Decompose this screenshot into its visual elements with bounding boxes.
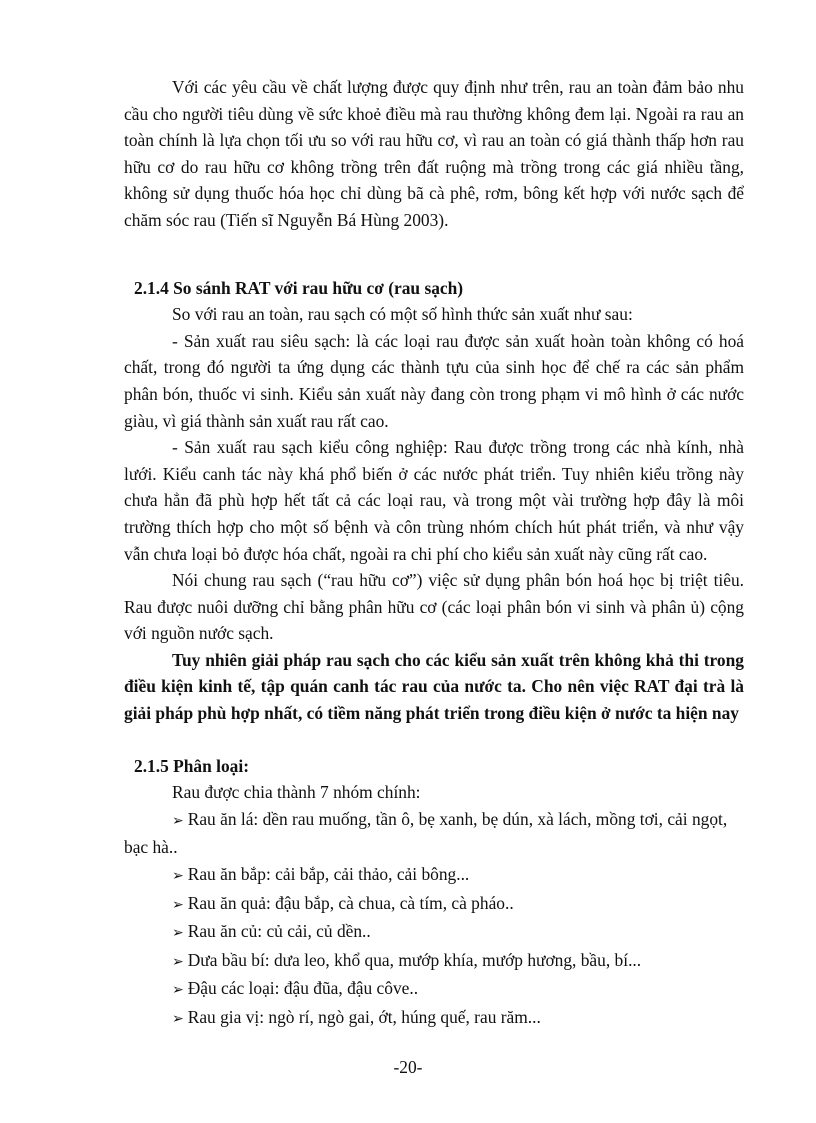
paragraph-classification-intro: Rau được chia thành 7 nhóm chính:: [172, 782, 421, 803]
list-item: ➢ Rau ăn bắp: cải bắp, cải thảo, cải bông...: [172, 864, 470, 885]
paragraph-safe-vegetables: Với các yêu cầu về chất lượng được quy định như trên, rau an toàn đảm bảo nhu cầu cho người tiêu dùng về sức khoẻ điều mà rau thường không đem lại. Ngoài ra rau an toàn chính là lựa chọn tối ưu so với rau hữu cơ, vì rau an toàn có giá thành thấp hơn rau hữu cơ do rau hữu cơ không trồng trên đất ruộng mà trồng trong các giá nhiều tầng, không sử dụng thuốc hóa học chỉ dùng bã cà phê, rơm, bông kết hợp với nước sạch để chăm sóc rau (Tiến sĩ Nguyễn Bá Hùng 2003).: [124, 77, 744, 230]
section-heading-2-1-4: 2.1.4 So sánh RAT với rau hữu cơ (rau sạch): [134, 277, 464, 298]
arrow-bullet-icon: ➢: [172, 982, 184, 999]
paragraph-industrial-production: - Sản xuất rau sạch kiểu công nghiệp: Rau được trồng trong các nhà kính, nhà lưới. Kiểu canh tác này khá phổ biến ở các nước phát triển. Tuy nhiên kiểu trồng này chưa hẳn đã phù hợp hết tất cả các loại rau, và trong một vài trường hợp đây là môi trường thích hợp cho một số bệnh và côn trùng nhóm chích hút phát triển, và như vậy vẫn chưa loại bỏ được hóa chất, ngoài ra chi phí cho kiểu sản xuất này cũng rất cao.: [124, 437, 744, 564]
list-item: ➢ Rau ăn quả: đậu bắp, cà chua, cà tím, cà pháo..: [172, 892, 514, 913]
document-page: [124, 0, 744, 1033]
paragraph-organic-summary: Nói chung rau sạch (“rau hữu cơ”) việc sử dụng phân bón hoá học bị triệt tiêu. Rau được nuôi dưỡng chỉ bằng phân hữu cơ (các loại phân bón vi sinh và phân ủ) cộng với nguồn nước sạch.: [124, 570, 744, 644]
list-item: ➢ Dưa bầu bí: dưa leo, khổ qua, mướp khía, mướp hương, bầu, bí...: [172, 949, 642, 970]
list-item: ➢ Rau gia vị: ngò rí, ngò gai, ớt, húng quế, rau răm...: [172, 1007, 541, 1027]
vegetable-group-list: [124, 806, 744, 1033]
paragraph-comparison-intro: So với rau an toàn, rau sạch có một số hình thức sản xuất như sau:: [172, 304, 633, 325]
paragraph-super-clean-production: - Sản xuất rau siêu sạch: là các loại rau được sản xuất hoàn toàn không có hoá chất, trong đó người ta ứng dụng các thành tựu của sinh học để chế ra các sản phẩm phân bón, thuốc vi sinh. Kiểu sản xuất này đang còn trong phạm vi mô hình ở các nước giàu, vì giá thành sản xuất rau rất cao.: [124, 330, 744, 431]
arrow-bullet-icon: ➢: [172, 925, 184, 942]
list-item: ➢ Rau ăn lá: dền rau muống, tần ô, bẹ xanh, bẹ dún, xà lách, mồng tơi, cải ngọt, bạc hà..: [124, 808, 728, 858]
page-number: -20-: [393, 1057, 423, 1077]
arrow-bullet-icon: ➢: [172, 896, 184, 913]
list-item: ➢ Rau ăn củ: củ cải, củ dền..: [172, 921, 371, 942]
arrow-bullet-icon: ➢: [172, 953, 184, 970]
paragraph-conclusion: Tuy nhiên giải pháp rau sạch cho các kiểu sản xuất trên không khả thi trong điều kiện kinh tế, tập quán canh tác rau của nước ta. Cho nên việc RAT đại trà là giải pháp phù hợp nhất, có tiềm năng phát triển trong điều kiện ở nước ta hiện nay: [124, 649, 744, 724]
arrow-bullet-icon: ➢: [172, 868, 184, 885]
list-item: ➢ Đậu các loại: đậu đũa, đậu côve..: [172, 978, 419, 999]
arrow-bullet-icon: ➢: [172, 812, 184, 829]
section-heading-2-1-5: 2.1.5 Phân loại:: [134, 755, 249, 776]
arrow-bullet-icon: ➢: [172, 1011, 184, 1027]
